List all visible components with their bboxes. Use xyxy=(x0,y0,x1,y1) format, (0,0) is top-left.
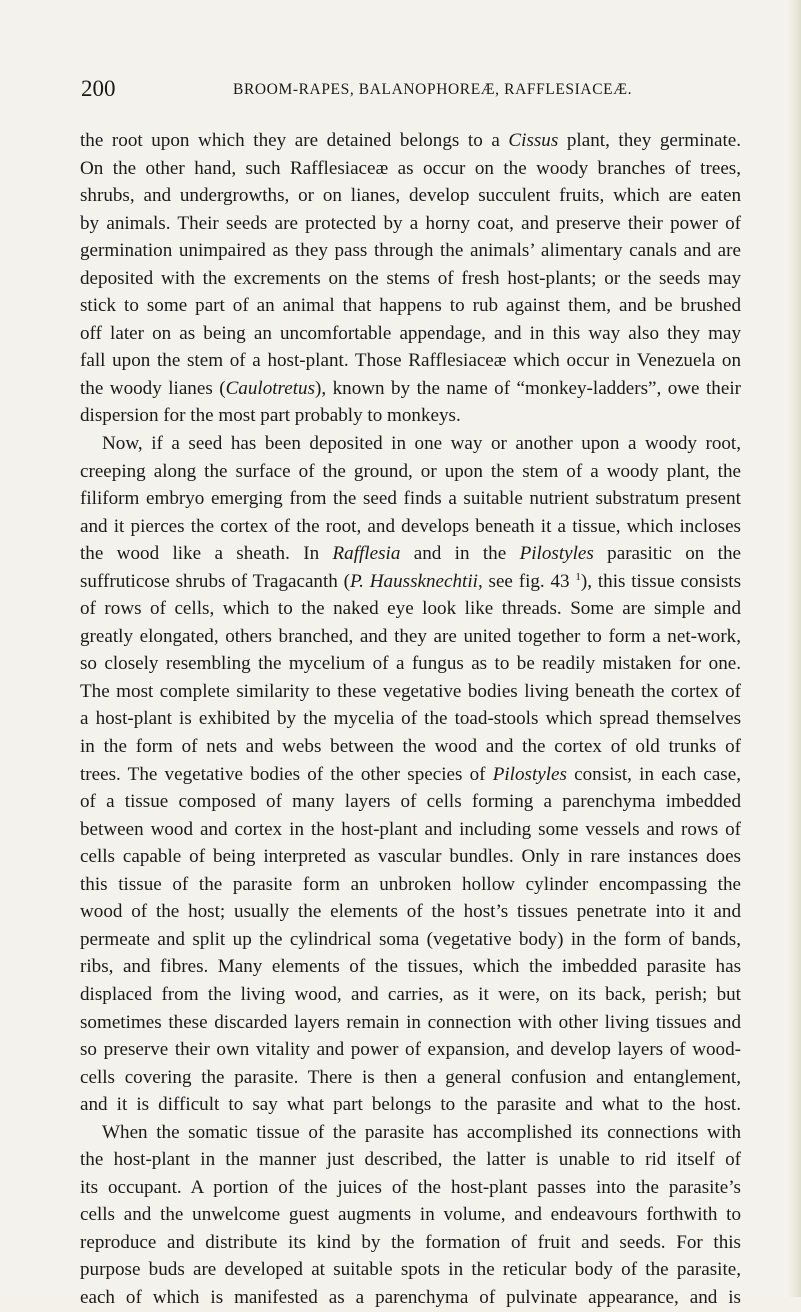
page-header xyxy=(81,74,741,104)
text-line: dispersion for the most part probably to monkeys. xyxy=(80,405,461,427)
text-line: Now, if a seed has been deposited in one way or another upon a woody root, xyxy=(102,433,741,455)
text-line: greatly elongated, others branched, and they are united together to form a net-work, xyxy=(80,625,741,647)
text-line: by animals. Their seeds are protected by a horny coat, and preserve their power of xyxy=(80,212,741,234)
italic-term: Pilostyles xyxy=(492,763,567,785)
text-line: the wood like a sheath. In Rafflesia and in the Pilostyles parasitic on the xyxy=(80,543,741,565)
text-line: creeping along the surface of the ground, or upon the stem of a woody plant, the xyxy=(80,460,741,482)
text-line: and it is difficult to say what part belongs to the parasite and what to the host. xyxy=(80,1094,741,1116)
text-line: cells and the unwelcome guest augments in volume, and endeavours forthwith to xyxy=(80,1204,741,1226)
text-line: sometimes these discarded layers remain in connection with other living tissues and xyxy=(80,1011,741,1033)
text-line: deposited with the excrements on the stems of fresh host-plants; or the seeds may xyxy=(80,267,741,289)
page-number: 200 xyxy=(81,76,116,101)
text-line: The most complete similarity to these vegetative bodies living beneath the cortex of xyxy=(80,680,741,702)
text-line: displaced from the living wood, and carries, as it were, on its back, perish; but xyxy=(80,983,741,1005)
italic-term: Caulotretus xyxy=(225,377,316,399)
text-line: wood of the host; usually the elements of the host’s tissues penetrate into it and xyxy=(80,901,741,923)
running-head: BROOM-RAPES, BALANOPHOREÆ, RAFFLESIACEÆ. xyxy=(233,81,633,98)
text-line: and it pierces the cortex of the root, and develops beneath it a tissue, which incloses xyxy=(80,515,741,537)
text-line: this tissue of the parasite form an unbroken hollow cylinder encompassing the xyxy=(80,873,741,895)
text-line: its occupant. A portion of the juices of the host-plant passes into the parasite’s xyxy=(80,1176,741,1198)
italic-term: Cissus xyxy=(508,130,559,151)
text-line: suffruticose shrubs of Tragacanth (P. Haussknechtii, see fig. 43 $^1$), this tissue consists xyxy=(80,570,741,592)
text-line: cells capable of being interpreted as vascular bundles. Only in rare instances does xyxy=(80,846,741,868)
text-line: the host-plant in the manner just described, the latter is unable to rid itself of xyxy=(80,1149,741,1171)
text-line: germination unimpaired as they pass through the animals’ alimentary canals and are xyxy=(80,240,741,262)
text-line: trees. The vegetative bodies of the other species of Pilostyles consist, in each case, xyxy=(80,763,741,785)
page-edge-shadow xyxy=(787,0,801,1297)
text-line: filiform embryo emerging from the seed finds a suitable nutrient substratum present xyxy=(80,488,741,510)
text-line: shrubs, and undergrowths, or on lianes, develop succulent fruits, which are eaten xyxy=(80,185,741,207)
text-line: a host-plant is exhibited by the mycelia of the toad-stools which spread themselves xyxy=(80,708,741,730)
text-line: reproduce and distribute its kind by the formation of fruit and seeds. For this xyxy=(80,1231,741,1253)
text-line: On the other hand, such Rafflesiaceæ as occur on the woody branches of trees, xyxy=(80,157,741,179)
text-line: each of which is manifested as a parenchyma of pulvinate appearance, and is xyxy=(80,1286,741,1308)
text-line: the root upon which they are detained belongs to a Cissus plant, they germinate. xyxy=(80,130,741,151)
text-line: so closely resembling the mycelium of a fungus as to be readily mistaken for one. xyxy=(80,653,741,675)
footnote-marker: 1 xyxy=(575,570,581,583)
text-line: stick to some part of an animal that happens to rub against them, and be brushed xyxy=(80,295,741,317)
text-line: of a tissue composed of many layers of cells forming a parenchyma imbedded xyxy=(80,791,741,813)
text-line: of rows of cells, which to the naked eye look like threads. Some are simple and xyxy=(80,598,741,620)
text-line: the woody lianes (Caulotretus), known by the name of “monkey-ladders”, owe their xyxy=(80,377,741,399)
text-line: between wood and cortex in the host-plant and including some vessels and rows of xyxy=(80,818,741,840)
text-line: off later on as being an uncomfortable appendage, and in this way also they may xyxy=(80,322,741,344)
text-line: in the form of nets and webs between the wood and the cortex of old trunks of xyxy=(80,736,741,758)
text-line: permeate and split up the cylindrical soma (vegetative body) in the form of bands, xyxy=(80,928,741,950)
italic-term: P. Haussknechtii xyxy=(349,570,478,592)
text-line: cells covering the parasite. There is then a general confusion and entanglement, xyxy=(80,1066,741,1088)
text-line: so preserve their own vitality and power of expansion, and develop layers of wood- xyxy=(80,1039,741,1061)
text-line: ribs, and fibres. Many elements of the tissues, which the imbedded parasite has xyxy=(80,956,741,978)
text-line: When the somatic tissue of the parasite has accomplished its connections with xyxy=(102,1121,741,1143)
italic-term: Pilostyles xyxy=(519,543,594,565)
italic-term: Rafflesia xyxy=(332,543,401,565)
text-line: purpose buds are developed at suitable spots in the reticular body of the parasite, xyxy=(80,1259,741,1281)
text-line: fall upon the stem of a host-plant. Those Rafflesiaceæ which occur in Venezuela on xyxy=(80,350,741,372)
body-text xyxy=(80,127,741,1312)
